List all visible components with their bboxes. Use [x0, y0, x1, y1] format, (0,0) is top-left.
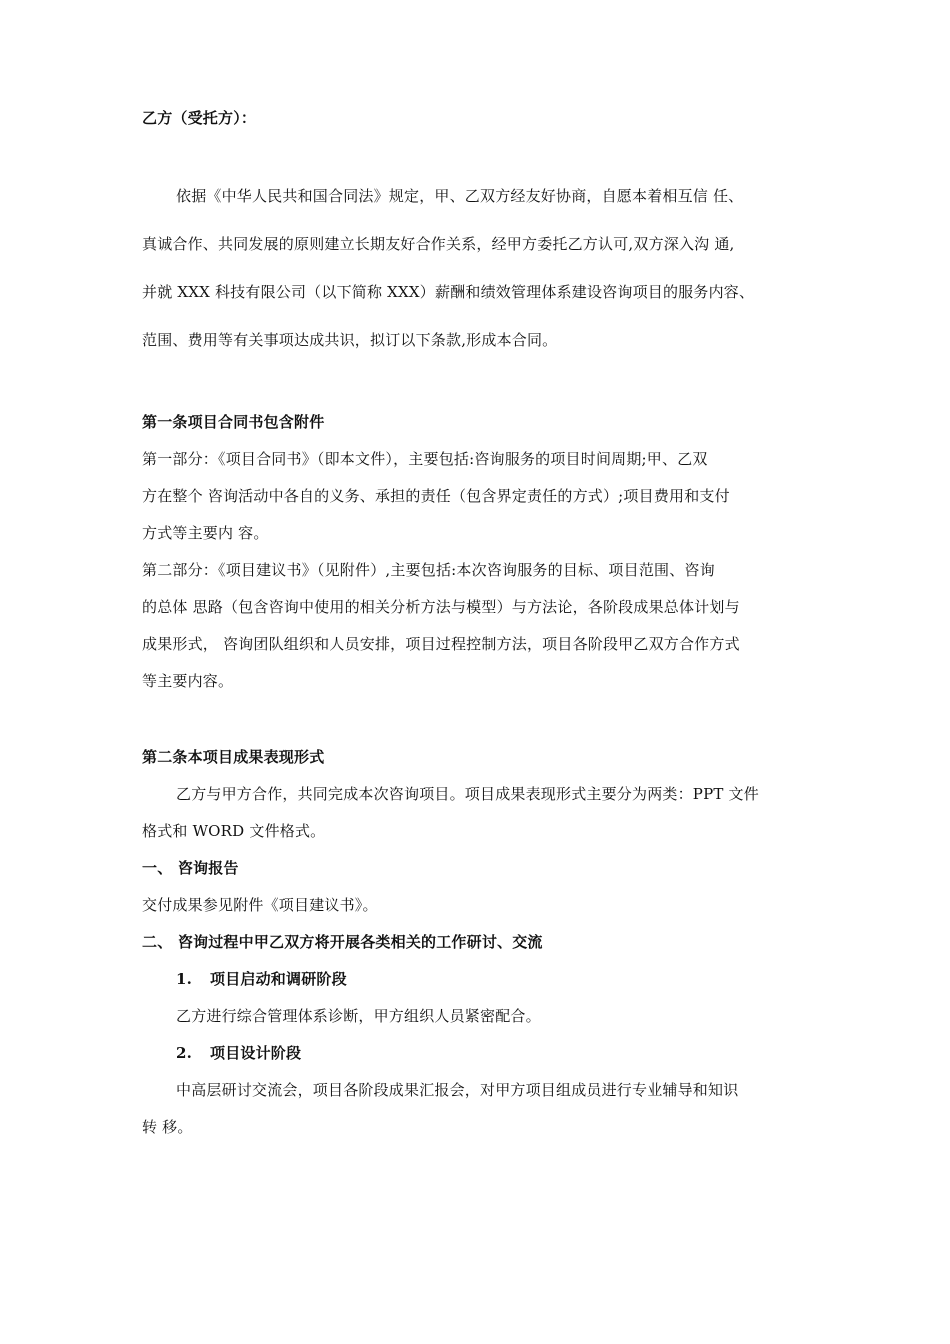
article-2-title: 第二条本项目成果表现形式 [142, 748, 325, 766]
article-1-part1-line-1: 第一部分：《项目合同书》（即本文件），主要包括:咨询服务的项目时间周期;甲、乙双 [142, 450, 708, 468]
article-1-title: 第一条项目合同书包含附件 [142, 413, 325, 431]
section-2-title: 二、 咨询过程中甲乙双方将开展各类相关的工作研讨、交流 [142, 933, 543, 951]
stage-2-number: 2. [176, 1044, 193, 1062]
stage-1-number: 1. [176, 970, 193, 988]
article-1-part2-line-3: 成果形式， 咨询团队组织和人员安排，项目过程控制方法，项目各阶段甲乙双方合作方式 [142, 635, 740, 653]
article-1-part2-line-2: 的总体 思路（包含咨询中使用的相关分析方法与模型）与方法论，各阶段成果总体计划与 [142, 598, 740, 616]
article-1-part1-line-3: 方式等主要内 容。 [142, 524, 269, 542]
article-1-part2-line-4: 等主要内容。 [142, 672, 234, 690]
party-b-label: 乙方（受托方）： [142, 109, 257, 127]
article-1-part2-line-1: 第二部分：《项目建议书》（见附件）,主要包括:本次咨询服务的目标、项目范围、咨询 [142, 561, 715, 579]
preamble-line-3: 并就 XXX 科技有限公司（以下简称 XXX）薪酬和绩效管理体系建设咨询项目的服务内容、 [142, 283, 755, 301]
stage-2-heading [176, 1043, 301, 1063]
article-2-intro-line-1: 乙方与甲方合作，共同完成本次咨询项目。项目成果表现形式主要分为两类：PPT 文件 [176, 785, 759, 803]
section-1-title: 一、 咨询报告 [142, 859, 239, 877]
stage-2-text-line-1: 中高层研讨交流会，项目各阶段成果汇报会，对甲方项目组成员进行专业辅导和知识 [176, 1081, 739, 1099]
section-1-text: 交付成果参见附件《项目建议书》。 [142, 896, 378, 914]
stage-1-title: 项目启动和调研阶段 [210, 970, 347, 988]
article-2-intro-line-2: 格式和 WORD 文件格式。 [142, 822, 326, 840]
stage-2-text-line-2: 转 移。 [142, 1118, 193, 1136]
preamble-line-4: 范围、费用等有关事项达成共识，拟订以下条款,形成本合同。 [142, 331, 558, 349]
article-1-part1-line-2: 方在整个 咨询活动中各自的义务、承担的责任（包含界定责任的方式）;项目费用和支付 [142, 487, 730, 505]
preamble-line-2: 真诚合作、共同发展的原则建立长期友好合作关系，经甲方委托乙方认可,双方深入沟 通, [142, 235, 735, 253]
stage-2-title: 项目设计阶段 [210, 1044, 302, 1062]
stage-1-text: 乙方进行综合管理体系诊断，甲方组织人员紧密配合。 [176, 1007, 541, 1025]
stage-1-heading [176, 969, 347, 989]
preamble-line-1: 依据《中华人民共和国合同法》规定，甲、乙双方经友好协商，自愿本着相互信 任、 [176, 187, 744, 205]
